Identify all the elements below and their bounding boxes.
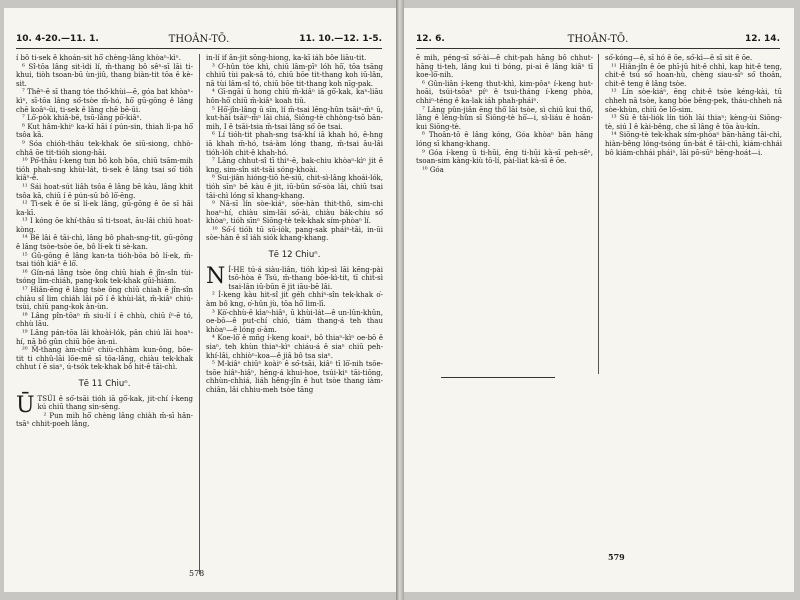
verse-paragraph: ¹² Lín sòe-kiáⁿ, ēng chit-ê tsòe kéng-kài, tū chheh nā tsòe, kang bōe bêng-pek, tháu-chheh nā sòe-khùn, chiū ōe lō͘-sim. bbox=[605, 88, 782, 114]
verse-paragraph: ⁹ Góa í-keng ū ti-hūi, ēng ti-hūi kà-sī peh-sêⁿ, tsoan-sim kàng-kiù tō-lí, pài-liat kà-sī ê ōe. bbox=[416, 148, 593, 166]
verse-paragraph: ¹⁰ Só͘-í tióh tū sū-iók, pang-sak pháiⁿ-tāi, in-ūi sòe-hàn ê sî iáh siók khang-khang. bbox=[206, 225, 383, 243]
verse-paragraph: ē mih, péng-sī só͘-ài—ê chit-pah hāng bô chhut-hāng ti-teh, lâng kui ti bóng, pi-ai ê lâng kiâⁿ tī koe-lō͘-nih. bbox=[416, 54, 593, 80]
end-rule bbox=[441, 377, 555, 378]
verse-paragraph: ³ Kò͘-chhù-ê kìaⁿ-hiâⁿ, ū khùi-lát—ê un-lûn-khûn, oe-bō—ê put-chí chió, tiám thang-á teh thau khòaⁿ—ê lóng o͘-àm. bbox=[206, 308, 383, 334]
chapter-11-text: TSÚI ê só͘-tsāi tióh iā gō͘-kak, jit-chí í-keng kú chiū thang sin-sèng. bbox=[37, 394, 193, 412]
left-column-2 bbox=[206, 54, 383, 395]
left-column-1 bbox=[16, 54, 193, 429]
page-number: 578 bbox=[189, 569, 205, 578]
verse-paragraph: só͘-kóng—ê, sī hó ê ōe, só͘-kì—ê sī sit ê ōe. bbox=[605, 54, 753, 62]
verse-paragraph: ⁵ Hō͘-jîn-lâng ū sīn, lí m̄-tsai lēng-hûn tsāiⁿ-m̄ⁿ ū, kut-hāi tsāiⁿ-m̄ⁿ lāi chiá, Siōng-tè chhòng-tsō bān-mih, I ê tsāi-tsia m̄-tsai lâng só͘ ōe tsai. bbox=[206, 105, 383, 131]
verse-paragraph: ¹⁴ Bē lâi ê tāi-chì, lâng bô phah-sng-tit, gū-gōng ê lâng tsòe-tsòe ōe, bô lí-ek ti sè-kan. bbox=[16, 234, 193, 252]
right-header-title: THOÂN-TŌ. bbox=[567, 34, 629, 45]
verse-paragraph: ¹³ Sū ê tāi-liók lín tióh lāi thiaⁿ; kèng-ùi Siōng-tè, siú I ê kài-bêng, che sī lâng ê tōa àu-kín. bbox=[605, 114, 782, 131]
verse-paragraph: ⁷ Lâng pûn-jiân ēng thô͘ lāi tsòe, sì chiū kui thô͘, lâng ê lêng-hûn sī Siōng-tè hō͘—i, sì-liáu ē hoān-kui Siōng-tè. bbox=[416, 105, 593, 131]
drop-cap: Ū bbox=[16, 392, 35, 418]
chapter-12-opening bbox=[206, 263, 383, 292]
verse-paragraph: ⁴ Koe-lō͘ ê mñg í-keng koaiⁿ, bô thiaⁿ-kìⁿ oe-bō ê siaⁿ, teh khùn thiaⁿ-kìⁿ chiáu-á ê siaⁿ chiū peh-khí-lâi, chhiòⁿ-koa—ê jiâ bô tsa siaⁿ. bbox=[206, 334, 383, 360]
chapter-11-title: Tē 11 Chiuⁿ. bbox=[78, 378, 131, 389]
verse-paragraph: ⁶ Gûn-liân í-keng thut-khì, kim-pôaⁿ í-keng hut-hoāi, tsúi-tsōaⁿ píⁿ ê tsui-tháng í-keng phòa, chhiⁿ-téng ê ka-lak iáh phah-pháiⁿ. bbox=[416, 79, 593, 105]
verse-paragraph: ¹⁸ Lâng pîn-tōaⁿ m̄ siu-lí í ē chhù, chiū íⁿ-ē tó, chhù lāu. bbox=[16, 311, 193, 329]
verse-paragraph: ²⁰ M̄-thang àm-chūⁿ chiù-chhàm kun-ông, bōe-tit ti chhû-lāi lōe-mē sī tōa-lâng, chiàu tek-khak chhut í ē siaⁿ, ú-tsók tek-khak bô hit-ê tāi-chì. bbox=[16, 346, 193, 372]
verse-paragraph: ³ O͘-hûn tòe khì, chiū lâm-pīⁿ lóh hō͘, tōa tsāng chhiū tùi pak-sā tó, chiū bōe tit-thang koh iū-lân, nā tùi lâm-sî tó, chiū bōe tit-thang koh nīg-pak. bbox=[206, 62, 383, 88]
verse-paragraph: ⁹ Nā-sī lín sòe-kiáⁿ, sòe-hàn thit-thô, sim-chi hoaⁿ-hí, chiàu sim-lāi só͘-ài, chiàu bák-chiu só͘ khòaⁿ, tióh sīnⁿ Siōng-tè tek-khak sím-phòaⁿ lí. bbox=[206, 200, 383, 226]
verse-paragraph: ⁷ Thêⁿ-ē sī thang tóe thó͘-khùi—ē, góa bat khòaⁿ-kìⁿ, sī-tōa lâng só͘-tsòe m̄-hó, hō͘ gū-gōng ê lâng chē koâⁿ-ūi, ti-sek ê lâng chē bē-ūi. bbox=[16, 88, 193, 114]
right-column-1 bbox=[416, 54, 593, 174]
verse-paragraph: ¹⁰ Pó͘-thâu í-keng tun bô koh bōa, chiū tsām-mih tióh phah-sng khùi-lát, ti-sek ê lâng tsai só͘ tióh kiâⁿ-ê. bbox=[16, 157, 193, 183]
right-header-ref-left: 12. 6. bbox=[416, 34, 445, 44]
right-page-header bbox=[416, 32, 780, 49]
verse-paragraph: í bô ti-sek ê khoán-sit hō͘ chèng-lâng khòaⁿ-kìⁿ. bbox=[16, 54, 182, 62]
page-number: 579 bbox=[608, 552, 625, 562]
verse-paragraph: in-lí if ân-jit sōng-hiong, ka-kī iáh bôe liāu-tit. bbox=[206, 54, 367, 62]
left-header-ref-right: 11. 10.—12. 1-5. bbox=[299, 34, 382, 44]
right-header-ref-right: 12. 14. bbox=[744, 34, 780, 44]
verse-paragraph: ¹⁵ Gū-gōng ê lâng kan-ta tióh-bōa bô lí-ek, m̄-tsai tióh kiâⁿ ê lō͘. bbox=[16, 251, 193, 269]
column-divider bbox=[199, 54, 200, 574]
verse-paragraph: ⁸ Sui-jiân hióng-tiō hē-siū, chit-sì-lâng khoái-lók, tióh sīnⁿ bē kàu ê jit, iū-būn só͘-sòa lāi, chiū tsai tāi-chì lóng sī khang-khang. bbox=[206, 174, 383, 200]
verse-paragraph: ¹² Tì-sek ê ōe sī lí-ek lâng, gū-gōng ê ōe sī hāi ka-kī. bbox=[16, 200, 193, 217]
left-page bbox=[4, 8, 396, 592]
verse-paragraph: ¹¹ Sái hoat-sút liâh tsôa ê lâng bē kàu, lâng khit tsôa kā, chiū í ē pún-sū bô lō͘-ēng. bbox=[16, 182, 193, 200]
verse-paragraph: ² Í-keng kàu hit-sî jit géh chhiⁿ-sîn tek-khak o͘-àm bô kng, o͘-hûn jù, tōa hō͘ lim-lī. bbox=[206, 291, 383, 309]
left-page-header bbox=[16, 32, 382, 49]
verse-paragraph: ⁷ Lō͘-pòk khiâ-bē, tsū-lâng pō͘-kiâⁿ. bbox=[22, 114, 142, 123]
right-page bbox=[404, 8, 794, 592]
verse-paragraph: ¹¹ Hiân-jîn ê ōe phī-jū hit-ê chhì, kap hit-ê teng, chit-ê tsú só͘ hoan-hù, chèng siau-sīⁿ só͘ thoân, chit-ê teng ê lâng tsòe. bbox=[605, 62, 782, 88]
drop-cap: N bbox=[206, 263, 226, 289]
verse-paragraph: ⁸ Thoân-tō ê lâng kóng, Góa khòaⁿ bān hāng lóng sī khang-khang. bbox=[416, 131, 593, 148]
verse-paragraph: ⁸ Kut hâm-khiⁿ ka-kī hāi í pún-sin, thiah lì-pa hō͘ tsôa kā. bbox=[16, 122, 193, 140]
chapter-12-title: Tē 12 Chiuⁿ. bbox=[268, 250, 321, 261]
verse-paragraph: ¹⁷ Hiân-ēng ê lâng tsòe ông chiū chiah ē jîn-sîn chiàu sî lim chiáh lâi pō͘ í ê khùi-lát, m̄-kiâⁿ chiú-tsùi, chiū pang-kok àn-ùn. bbox=[16, 286, 193, 312]
verse-paragraph: ¹⁶ Gín-ná lâng tsòe ông chiū hiah ê jîn-sîn tùi-tsóng lim-chiáh, pang-kok tek-khak gūi-hiám. bbox=[16, 268, 193, 286]
verse-paragraph: ⁷ Lâng chhut-sî tī thiⁿ-ē, bak-chiu khòaⁿ-kìⁿ jit ê kng, sim-sîn sit-tsāi sóng-khoài. bbox=[206, 157, 383, 174]
verse-paragraph: ⁴ Gī-ngāi ū hong chiū m̄-kiâⁿ iā gō͘-kak, kaⁿ-liāu hôn-hō͘ chiū m̄-kiâⁿ koah tiū. bbox=[206, 88, 383, 105]
left-header-ref-left: 10. 4-20.—11. 1. bbox=[16, 34, 99, 44]
book-gutter bbox=[396, 0, 404, 600]
verse-paragraph: ¹⁴ Siōng-tè tek-khak sím-phòaⁿ bān-hāng tāi-chì, hiàn-bêng lóng-tsóng ūn-bát ê tāi-chì, kiám-chhái bô kiám-chhái pháiⁿ, lāi pō-sūⁿ bēng-hoát—i. bbox=[605, 131, 782, 157]
right-column-2 bbox=[605, 54, 782, 157]
verse-paragraph: ⁹ Sóa chióh-thâu tek-khak ōe siū-siong, chhò-chhâ ōe tit-tióh siong-hāi. bbox=[16, 139, 193, 157]
column-divider bbox=[598, 54, 599, 374]
verse-paragraph: ⁶ Lí tióh-tit phah-sng tsá-khí iā khah hó, ē-hng iā khah m̄-hó, tsá-àm lóng thang, m̄-tsai āu-lâi tióh-lóh chit-ê khah-hó. bbox=[206, 131, 383, 157]
verse-paragraph: ⁵ M-kiâⁿ chiūⁿ koàiⁿ ê só͘-tsāi, kiâⁿ tī lō͘-nih tsōe-tsōe hiâⁿ-hiâⁿ, hēng-á khui-hoe, tsúi-kiⁿ tāi-tiōng, chhùn-chhiá, liáh hêng-jîn ê hut tsòe thang iàm-chiân, lâi chhiu-meh tsòe tāng bbox=[206, 360, 383, 394]
verse-paragraph: ⁶ Sî-tōa lâng sit-ìdi lí, m̄-thang bô sêⁿ-sī lāi ti-khui, tiòh tsoan-bū ùn-jiû, thang biàn-tit tōa ê kè-sit. bbox=[16, 62, 193, 88]
chapter-11-opening bbox=[16, 392, 193, 418]
verse-paragraph: ¹⁰ Góa bbox=[422, 165, 444, 174]
verse-paragraph: ¹⁹ Lâng pán-tōa lāi khoài-lók, pân chiú lāi hoaⁿ-hí, nā bô gûn chiū bōe àn-ni. bbox=[16, 329, 193, 346]
chapter-12-text: Í-HE tú-á siàu-liân, tióh kìp-sì lāi kēng-pài tsō-hòa ê Tsú, m̄-thang bōe-kì-tit, tī chit-sì tsai-lān iū-būn ē jit iāu-bē lâi. bbox=[228, 265, 383, 291]
left-header-title: THOÂN-TŌ. bbox=[168, 34, 230, 45]
verse-paragraph: ¹³ I kóng ōe khí-thâu sī ti-tsoat, āu-lâi chiū hoat-kòng. bbox=[16, 217, 193, 234]
verse-paragraph: ² Pun mih hō͘ chèng lâng chiàh m̄-sī hân-tsâⁿ chhit-poeh lâng, bbox=[16, 411, 193, 429]
